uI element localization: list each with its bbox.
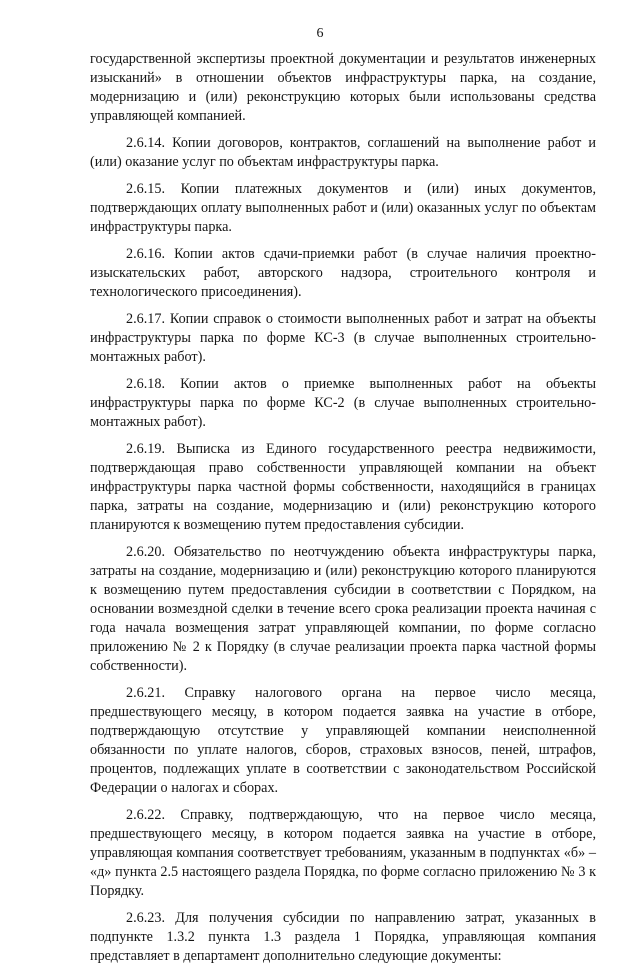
paragraph-2-6-18: 2.6.18. Копии актов о приемке выполненных работ на объекты инфраструктуры парка по форме КС-2 (в случае выполненных строительно-монтажных работ). [90, 376, 596, 430]
page-number: 6 [316, 26, 324, 41]
paragraph-2-6-19: 2.6.19. Выписка из Единого государственного реестра недвижимости, подтверждающая право собственности управляющей компании на объект инфраструктуры парка частной формы собственности, находящийся в границах парка, затраты на создание, модернизацию и (или) реконструкцию которого планируются к возмещению путем предоставления субсидии. [90, 441, 596, 533]
paragraph-continued: государственной экспертизы проектной документации и результатов инженерных изысканий» в отношении объектов инфраструктуры парка, на создание, модернизацию и (или) реконструкцию которых были использованы средства управляющей компанией. [90, 51, 596, 124]
paragraph-2-6-14: 2.6.14. Копии договоров, контрактов, соглашений на выполнение работ и (или) оказание услуг по объектам инфраструктуры парка. [90, 135, 596, 170]
paragraph-2-6-22: 2.6.22. Справку, подтверждающую, что на первое число месяца, предшествующего месяцу, в котором подается заявка на участие в отборе, управляющая компания соответствует требованиям, указанным в подпунктах «б» – «д» пункта 2.5 настоящего раздела Порядка, по форме согласно приложению № 3 к Порядку. [90, 807, 596, 899]
paragraph-2-6-23: 2.6.23. Для получения субсидии по направлению затрат, указанных в подпункте 1.3.2 пункта 1.3 раздела 1 Порядка, управляющая компания представляет в департамент дополнительно следующие документы: [90, 910, 596, 964]
paragraph-2-6-15: 2.6.15. Копии платежных документов и (или) иных документов, подтверждающих оплату выполненных работ и (или) оказанных услуг по объектам инфраструктуры парка. [90, 181, 596, 235]
document-body [90, 50, 596, 974]
paragraph-2-6-20: 2.6.20. Обязательство по неотчуждению объекта инфраструктуры парка, затраты на создание, модернизацию и (или) реконструкцию которого планируются к возмещению путем предоставления субсидии в соответствии с Порядком, на основании возмездной сделки в течение всего срока реализации проекта начиная с года начала возмещения затрат управляющей компании, по форме согласно приложению № 2 к Порядку (в случае реализации проекта парка частной формы собственности). [90, 544, 596, 674]
paragraph-2-6-21: 2.6.21. Справку налогового органа на первое число месяца, предшествующего месяцу, в котором подается заявка на участие в отборе, подтверждающую отсутствие у управляющей компании неисполненной обязанности по уплате налогов, сборов, страховых взносов, пеней, штрафов, процентов, подлежащих уплате в соответствии с законодательством Российской Федерации о налогах и сборах. [90, 685, 596, 796]
paragraph-2-6-16: 2.6.16. Копии актов сдачи-приемки работ (в случае наличия проектно-изыскательских работ, авторского надзора, строительного контроля и технологического присоединения). [90, 246, 596, 300]
paragraph-2-6-17: 2.6.17. Копии справок о стоимости выполненных работ и затрат на объекты инфраструктуры парка по форме КС-3 (в случае выполненных строительно-монтажных работ). [90, 311, 596, 365]
